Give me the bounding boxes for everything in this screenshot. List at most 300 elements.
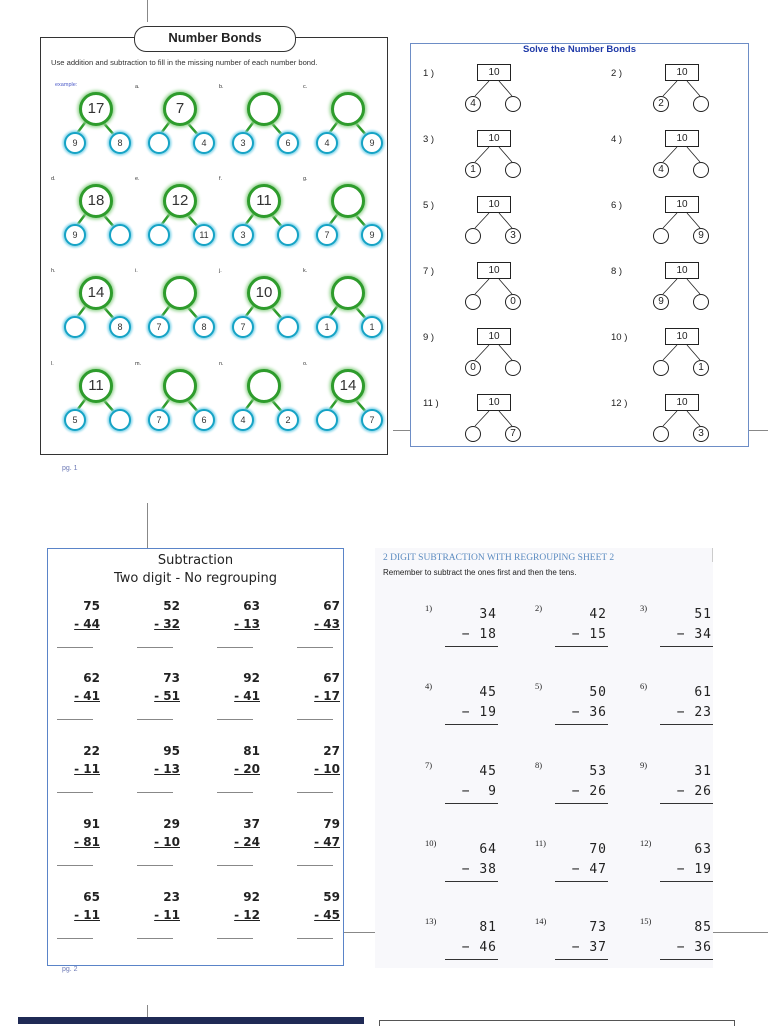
connector-line [687, 411, 700, 426]
subtraction-problem [535, 760, 635, 820]
bond-label: n. [219, 361, 224, 367]
subtrahend: − 37 [571, 940, 607, 955]
subtraction-problem [134, 888, 180, 924]
bond-part-right-circle: 9 [361, 132, 383, 154]
connector-line [687, 81, 700, 96]
bond-part-left-circle [653, 360, 669, 376]
problem-number: 6) [640, 681, 648, 691]
bond-part-right-circle: 11 [193, 224, 215, 246]
subtrahend: - 41 [74, 689, 100, 703]
subtraction-problem [640, 603, 740, 663]
subtrahend: - 43 [314, 617, 340, 631]
minuend: 45 [479, 764, 497, 779]
answer-line [217, 719, 253, 720]
bond-total-box: 10 [477, 394, 511, 411]
problem-number: 8 ) [611, 266, 623, 277]
number-bond [133, 178, 213, 258]
subtraction-problem [640, 916, 740, 976]
number-bond [133, 86, 213, 166]
connector-line [499, 81, 512, 96]
bond-total-box: 10 [665, 64, 699, 81]
minuend: 92 [243, 671, 260, 685]
separator-line [147, 0, 148, 22]
subtraction-problem [535, 916, 635, 976]
answer-line [57, 719, 93, 720]
bond-part-left-circle: 3 [232, 132, 254, 154]
bond-total-box: 10 [665, 130, 699, 147]
connector-line [663, 279, 677, 294]
number-bonds-worksheet [40, 30, 388, 455]
number-bond [301, 270, 381, 350]
subtraction-problem [134, 742, 180, 778]
answer-line [217, 647, 253, 648]
connector-line [499, 279, 512, 294]
bond-total-box: 10 [477, 262, 511, 279]
bond-part-right-circle: 6 [193, 409, 215, 431]
connector-line [687, 279, 700, 294]
subtraction-problem [214, 815, 260, 851]
problem-number: 7 ) [423, 266, 435, 277]
connector-line [687, 213, 700, 228]
page-label: pg. 2 [62, 966, 78, 973]
subtrahend: - 10 [314, 762, 340, 776]
problem-number: 3) [640, 603, 648, 613]
subtraction-problem [425, 838, 525, 898]
subtrahend: − 47 [571, 862, 607, 877]
connector-line [475, 345, 489, 360]
subtraction-problem [535, 603, 635, 663]
subtrahend: - 45 [314, 908, 340, 922]
subtraction-problem [294, 597, 340, 633]
subtrahend: − 34 [676, 627, 712, 642]
answer-line [555, 881, 608, 882]
minuend: 50 [589, 685, 607, 700]
example-label: example: [55, 82, 78, 88]
bond-total-circle [331, 184, 365, 218]
minuend: 59 [323, 890, 340, 904]
connector-line [475, 279, 489, 294]
problem-number: 6 ) [611, 200, 623, 211]
minuend: 67 [323, 671, 340, 685]
bond-part-left-circle [316, 409, 338, 431]
subtraction-problem [425, 916, 525, 976]
minuend: 42 [589, 607, 607, 622]
subtrahend: − 9 [461, 784, 497, 799]
answer-line [660, 959, 713, 960]
subtraction-problem [425, 681, 525, 741]
subtraction-problem [425, 603, 525, 663]
bond-total-box: 10 [665, 196, 699, 213]
bond-part-right-circle [505, 96, 521, 112]
bond-total-circle [331, 276, 365, 310]
bond-problem [611, 262, 721, 312]
subtraction-problem [134, 815, 180, 851]
bond-part-right-circle: 7 [361, 409, 383, 431]
minuend: 51 [694, 607, 712, 622]
bond-part-left-circle: 7 [148, 316, 170, 338]
problem-number: 4) [425, 681, 433, 691]
bond-part-right-circle: 8 [109, 132, 131, 154]
subtrahend: - 41 [234, 689, 260, 703]
connector-line [687, 147, 700, 162]
subtrahend: - 24 [234, 835, 260, 849]
subtraction-problem [640, 838, 740, 898]
problem-number: 14) [535, 916, 547, 926]
minuend: 91 [83, 817, 100, 831]
minuend: 34 [479, 607, 497, 622]
bond-part-right-circle [109, 409, 131, 431]
subtraction-problem [54, 597, 100, 633]
separator-line [712, 548, 713, 562]
subtrahend: - 11 [74, 908, 100, 922]
separator-line [749, 430, 768, 431]
bond-part-left-circle: 1 [316, 316, 338, 338]
number-bond [49, 178, 129, 258]
bond-part-left-circle: 7 [232, 316, 254, 338]
bond-total-circle: 14 [331, 369, 365, 403]
worksheet-subtitle: Two digit - No regrouping [113, 571, 277, 586]
bond-part-left-circle [148, 132, 170, 154]
bond-part-right-circle: 7 [505, 426, 521, 442]
bond-part-right-circle: 9 [361, 224, 383, 246]
bond-label: b. [219, 84, 224, 90]
bond-problem [423, 64, 533, 114]
number-bond [301, 86, 381, 166]
answer-line [57, 647, 93, 648]
number-bond [133, 363, 213, 443]
number-bond [49, 86, 129, 166]
bond-part-right-circle [277, 316, 299, 338]
bond-part-right-circle: 4 [193, 132, 215, 154]
connector-line [663, 411, 677, 426]
bond-total-circle: 14 [79, 276, 113, 310]
problem-number: 2) [535, 603, 543, 613]
subtraction-problem [214, 888, 260, 924]
subtrahend: − 18 [461, 627, 497, 642]
minuend: 67 [323, 599, 340, 613]
subtraction-worksheet [47, 548, 344, 966]
problem-number: 9) [640, 760, 648, 770]
problem-number: 13) [425, 916, 437, 926]
bond-part-right-circle [109, 224, 131, 246]
bond-part-right-circle: 6 [277, 132, 299, 154]
subtrahend: − 36 [676, 940, 712, 955]
subtrahend: - 47 [314, 835, 340, 849]
bond-part-right-circle [693, 294, 709, 310]
bond-label: o. [303, 361, 308, 367]
subtraction-problem [134, 669, 180, 705]
minuend: 29 [163, 817, 180, 831]
answer-line [555, 724, 608, 725]
subtraction-problem [294, 742, 340, 778]
bond-total-box: 10 [477, 328, 511, 345]
bond-part-left-circle: 4 [653, 162, 669, 178]
connector-line [475, 411, 489, 426]
bond-part-left-circle: 4 [232, 409, 254, 431]
bond-part-right-circle: 9 [693, 228, 709, 244]
bond-total-circle: 11 [79, 369, 113, 403]
subtrahend: - 11 [154, 908, 180, 922]
bond-part-left-circle [465, 426, 481, 442]
bond-total-circle [331, 92, 365, 126]
bond-part-left-circle [465, 228, 481, 244]
worksheet-title: 2 DIGIT SUBTRACTION WITH REGROUPING SHEET 2 [383, 553, 615, 563]
bond-part-right-circle [693, 96, 709, 112]
subtrahend: - 13 [154, 762, 180, 776]
next-page-header [18, 1017, 364, 1024]
bond-total-circle: 7 [163, 92, 197, 126]
subtraction-problem [54, 742, 100, 778]
answer-line [57, 938, 93, 939]
problem-number: 10 ) [611, 332, 628, 343]
bond-part-left-circle: 2 [653, 96, 669, 112]
bond-part-left-circle [465, 294, 481, 310]
problem-number: 1) [425, 603, 433, 613]
bond-label: e. [135, 176, 140, 182]
subtrahend: − 19 [676, 862, 712, 877]
answer-line [217, 938, 253, 939]
subtrahend: - 32 [154, 617, 180, 631]
subtraction-problem [54, 888, 100, 924]
answer-line [555, 803, 608, 804]
minuend: 62 [83, 671, 100, 685]
minuend: 73 [589, 920, 607, 935]
bond-label: j. [219, 268, 222, 274]
answer-line [445, 646, 498, 647]
minuend: 64 [479, 842, 497, 857]
connector-line [475, 81, 489, 96]
minuend: 37 [243, 817, 260, 831]
bond-label: d. [51, 176, 56, 182]
bond-part-left-circle: 3 [232, 224, 254, 246]
worksheet-instructions: Remember to subtract the ones first and then the tens. [383, 568, 577, 577]
minuend: 31 [694, 764, 712, 779]
subtrahend: - 12 [234, 908, 260, 922]
bond-total-box: 10 [477, 130, 511, 147]
bond-label: h. [51, 268, 56, 274]
problem-number: 1 ) [423, 68, 435, 79]
subtrahend: − 15 [571, 627, 607, 642]
answer-line [660, 803, 713, 804]
minuend: 63 [694, 842, 712, 857]
bond-total-box: 10 [665, 262, 699, 279]
answer-line [297, 938, 333, 939]
subtraction-problem [294, 888, 340, 924]
subtrahend: - 13 [234, 617, 260, 631]
answer-line [445, 959, 498, 960]
bond-part-left-circle: 5 [64, 409, 86, 431]
solve-bonds-worksheet [410, 43, 749, 447]
bond-part-right-circle [277, 224, 299, 246]
bond-total-box: 10 [477, 196, 511, 213]
problem-number: 7) [425, 760, 433, 770]
answer-line [137, 719, 173, 720]
bond-problem [423, 130, 533, 180]
answer-line [445, 803, 498, 804]
bond-part-left-circle: 7 [316, 224, 338, 246]
bond-problem [611, 130, 721, 180]
problem-number: 2 ) [611, 68, 623, 79]
bond-part-left-circle: 4 [465, 96, 481, 112]
subtraction-problem [54, 669, 100, 705]
bond-total-circle: 10 [247, 276, 281, 310]
bond-part-right-circle: 2 [277, 409, 299, 431]
connector-line [687, 345, 700, 360]
bond-part-right-circle: 1 [361, 316, 383, 338]
number-bond [49, 270, 129, 350]
bond-label: a. [135, 84, 140, 90]
subtraction-problem [640, 760, 740, 820]
subtraction-problem [294, 815, 340, 851]
separator-line [147, 503, 148, 548]
bond-part-right-circle: 1 [693, 360, 709, 376]
subtrahend: - 17 [314, 689, 340, 703]
answer-line [57, 792, 93, 793]
bond-problem [423, 262, 533, 312]
answer-line [660, 724, 713, 725]
subtraction-problem [134, 597, 180, 633]
problem-number: 15) [640, 916, 652, 926]
regrouping-worksheet [375, 548, 713, 968]
connector-line [663, 147, 677, 162]
bond-part-right-circle: 3 [693, 426, 709, 442]
subtrahend: − 23 [676, 705, 712, 720]
answer-line [297, 865, 333, 866]
subtraction-problem [214, 597, 260, 633]
bond-total-circle: 11 [247, 184, 281, 218]
subtraction-problem [214, 742, 260, 778]
subtraction-problem [535, 838, 635, 898]
bond-part-right-circle: 0 [505, 294, 521, 310]
bond-part-right-circle: 3 [505, 228, 521, 244]
subtraction-problem [425, 760, 525, 820]
bond-part-left-circle [64, 316, 86, 338]
bond-total-box: 10 [477, 64, 511, 81]
answer-line [137, 792, 173, 793]
bond-part-left-circle: 9 [653, 294, 669, 310]
separator-line [344, 932, 376, 933]
connector-line [499, 345, 512, 360]
subtraction-problem [54, 815, 100, 851]
subtrahend: − 46 [461, 940, 497, 955]
bond-problem [611, 64, 721, 114]
bond-total-circle: 18 [79, 184, 113, 218]
subtrahend: - 51 [154, 689, 180, 703]
minuend: 27 [323, 744, 340, 758]
worksheet-title: Number Bonds [134, 26, 296, 52]
problem-number: 9 ) [423, 332, 435, 343]
number-bond [133, 270, 213, 350]
number-bond [217, 363, 297, 443]
answer-line [445, 881, 498, 882]
bond-total-circle [163, 369, 197, 403]
problem-number: 12 ) [611, 398, 628, 409]
bond-problem [423, 394, 533, 444]
connector-line [499, 147, 512, 162]
minuend: 81 [243, 744, 260, 758]
next-page-frame [379, 1020, 735, 1026]
answer-line [217, 792, 253, 793]
answer-line [297, 719, 333, 720]
minuend: 73 [163, 671, 180, 685]
subtrahend: − 26 [676, 784, 712, 799]
bond-total-circle: 12 [163, 184, 197, 218]
bond-label: c. [303, 84, 308, 90]
minuend: 65 [83, 890, 100, 904]
minuend: 22 [83, 744, 100, 758]
bond-label: f. [219, 176, 223, 182]
number-bond [301, 178, 381, 258]
answer-line [555, 646, 608, 647]
subtrahend: - 44 [74, 617, 100, 631]
answer-line [217, 865, 253, 866]
connector-line [475, 213, 489, 228]
subtraction-problem [294, 669, 340, 705]
bond-part-left-circle: 0 [465, 360, 481, 376]
answer-line [660, 881, 713, 882]
bond-total-box: 10 [665, 394, 699, 411]
bond-part-left-circle: 9 [64, 132, 86, 154]
answer-line [297, 792, 333, 793]
minuend: 81 [479, 920, 497, 935]
answer-line [137, 647, 173, 648]
bond-total-circle [247, 92, 281, 126]
minuend: 75 [83, 599, 100, 613]
bond-part-right-circle [505, 360, 521, 376]
bond-label: k. [303, 268, 308, 274]
connector-line [499, 213, 512, 228]
answer-line [137, 938, 173, 939]
bond-part-left-circle [653, 426, 669, 442]
connector-line [475, 147, 489, 162]
bond-part-left-circle: 9 [64, 224, 86, 246]
subtraction-problem [214, 669, 260, 705]
number-bond [217, 178, 297, 258]
bond-part-right-circle: 8 [193, 316, 215, 338]
bond-label: l. [51, 361, 54, 367]
page-label: pg. 1 [62, 465, 78, 472]
problem-number: 11 ) [423, 398, 439, 409]
answer-line [555, 959, 608, 960]
answer-line [137, 865, 173, 866]
answer-line [445, 724, 498, 725]
problem-number: 5 ) [423, 200, 435, 211]
problem-number: 5) [535, 681, 543, 691]
worksheet-title: Subtraction [157, 553, 234, 568]
minuend: 53 [589, 764, 607, 779]
minuend: 63 [243, 599, 260, 613]
problem-number: 8) [535, 760, 543, 770]
bond-problem [611, 328, 721, 378]
bond-problem [611, 394, 721, 444]
number-bond [217, 270, 297, 350]
subtrahend: - 10 [154, 835, 180, 849]
answer-line [57, 865, 93, 866]
subtraction-problem [535, 681, 635, 741]
problem-number: 3 ) [423, 134, 435, 145]
connector-line [663, 345, 677, 360]
subtrahend: - 20 [234, 762, 260, 776]
number-bond [49, 363, 129, 443]
bond-total-circle [247, 369, 281, 403]
problem-number: 12) [640, 838, 652, 848]
answer-line [297, 647, 333, 648]
connector-line [499, 411, 512, 426]
bond-total-box: 10 [665, 328, 699, 345]
bond-part-left-circle [148, 224, 170, 246]
subtrahend: − 38 [461, 862, 497, 877]
minuend: 79 [323, 817, 340, 831]
